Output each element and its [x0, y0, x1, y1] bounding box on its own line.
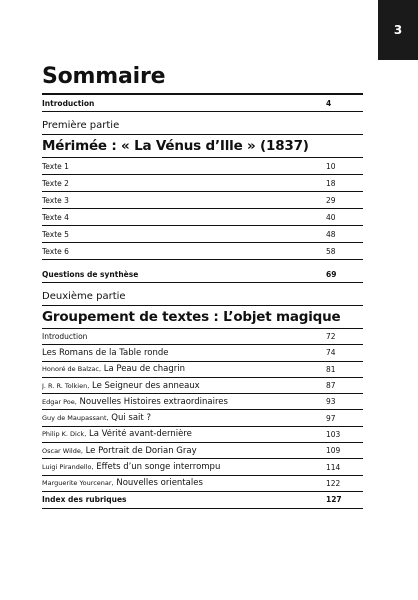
- toc-entry-page: 10: [326, 161, 336, 171]
- toc-entry[interactable]: [42, 476, 363, 491]
- toc-entry[interactable]: [42, 345, 363, 360]
- toc-entry-page: 29: [326, 195, 336, 205]
- toc-entry-page: 93: [326, 397, 336, 407]
- page-number-tab: [378, 0, 418, 60]
- toc-entry-page: 81: [326, 364, 336, 374]
- toc-entry-label: Introduction: [42, 98, 95, 108]
- toc-entry-page: 127: [326, 495, 342, 505]
- toc-entry-index[interactable]: [42, 492, 363, 508]
- toc-entry-label: Questions de synthèse: [42, 269, 139, 279]
- toc-entry-label: [42, 348, 363, 358]
- toc-entry-label: Texte 1: [42, 161, 69, 171]
- toc-entry-introduction[interactable]: [42, 95, 363, 111]
- toc-entry-label: Texte 2: [42, 178, 69, 188]
- toc-entry-page: 18: [326, 178, 336, 188]
- toc-entry-author: Luigi Pirandello,: [42, 463, 94, 472]
- page-number: 3: [393, 23, 403, 37]
- toc-entry-page: 114: [326, 462, 341, 472]
- toc-entry-label: Texte 4: [42, 212, 69, 222]
- toc-entry[interactable]: [42, 175, 363, 191]
- divider: [42, 508, 363, 509]
- divider: [42, 282, 363, 283]
- divider: [42, 111, 363, 112]
- toc-entry-page: 74: [326, 348, 336, 358]
- toc-entry[interactable]: [42, 459, 363, 474]
- toc-entry[interactable]: [42, 410, 363, 425]
- toc-entry-group-intro[interactable]: [42, 329, 363, 344]
- toc-entry-work: Le Seigneur des anneaux: [92, 380, 200, 391]
- toc-entry[interactable]: [42, 443, 363, 458]
- toc-entry[interactable]: [42, 362, 363, 377]
- toc-entry[interactable]: [42, 243, 363, 259]
- toc-entry-work: Effets d’un songe interrompu: [96, 462, 221, 473]
- toc-entry-author: Edgar Poe,: [42, 397, 77, 406]
- toc-entry-label: Texte 6: [42, 246, 69, 256]
- toc-entry[interactable]: [42, 378, 363, 393]
- page-title: Sommaire: [42, 64, 166, 89]
- toc-entry-label: Introduction: [42, 332, 88, 342]
- toc-entry[interactable]: [42, 226, 363, 242]
- toc-entry-label: [42, 446, 363, 456]
- toc-entry-author: J. R. R. Tolkien,: [42, 381, 90, 390]
- toc-entry-label: Index des rubriques: [42, 495, 127, 505]
- toc-entry-label: [42, 364, 363, 374]
- part2-entries: [42, 345, 363, 492]
- toc-entry-label: [42, 429, 363, 439]
- toc-entry-author: Guy de Maupassant,: [42, 414, 109, 423]
- part-label: Deuxième partie: [42, 291, 126, 302]
- toc-entry-page: 109: [326, 446, 341, 456]
- toc-entry-label: [42, 413, 363, 423]
- toc-entry-work: Le Portrait de Dorian Gray: [85, 445, 197, 456]
- toc-entry-page: 87: [326, 381, 336, 391]
- toc-entry-work: Nouvelles orientales: [116, 478, 203, 489]
- toc-entry-page: 4: [326, 98, 332, 108]
- part1-entries: [42, 158, 363, 260]
- toc-entry-page: 69: [326, 269, 337, 279]
- toc-entry-page: 97: [326, 413, 336, 423]
- toc-entry-page: 72: [326, 332, 336, 342]
- toc-entry-author: Honoré de Balzac,: [42, 365, 102, 374]
- toc-entry-work: La Peau de chagrin: [103, 364, 185, 375]
- toc-entry[interactable]: [42, 158, 363, 174]
- toc-entry-label: [42, 381, 363, 391]
- toc-entry-author: Oscar Wilde,: [42, 446, 83, 455]
- toc-entry-work: La Vérité avant-dernière: [88, 429, 192, 440]
- toc-entry-work: Qui sait ?: [111, 413, 151, 424]
- toc-entry[interactable]: [42, 209, 363, 225]
- toc-entry-label: Texte 3: [42, 195, 69, 205]
- part-label: Première partie: [42, 120, 120, 131]
- toc-entry-label: Texte 5: [42, 229, 69, 239]
- toc-entry[interactable]: [42, 192, 363, 208]
- toc-entry-page: 48: [326, 229, 336, 239]
- toc-entry[interactable]: [42, 427, 363, 442]
- toc-entry-page: 122: [326, 478, 341, 488]
- toc-entry-label: [42, 397, 363, 407]
- toc-entry-synthese[interactable]: [42, 266, 363, 282]
- toc-entry[interactable]: [42, 394, 363, 409]
- toc-entry-page: 103: [326, 429, 341, 439]
- toc-entry-label: [42, 462, 363, 472]
- part-title: Mérimée : « La Vénus d’Ille » (1837): [42, 138, 309, 154]
- toc-entry-work: Les Romans de la Table ronde: [42, 347, 169, 358]
- toc-entry-page: 40: [326, 212, 336, 222]
- part-title: Groupement de textes : L’objet magique: [42, 309, 341, 325]
- toc-entry-author: Marguerite Yourcenar,: [42, 479, 114, 488]
- toc-entry-page: 58: [326, 246, 336, 256]
- toc-entry-label: [42, 478, 363, 488]
- table-of-contents: [42, 63, 363, 509]
- toc-entry-work: Nouvelles Histoires extraordinaires: [79, 396, 228, 407]
- toc-entry-author: Philip K. Dick,: [42, 430, 87, 439]
